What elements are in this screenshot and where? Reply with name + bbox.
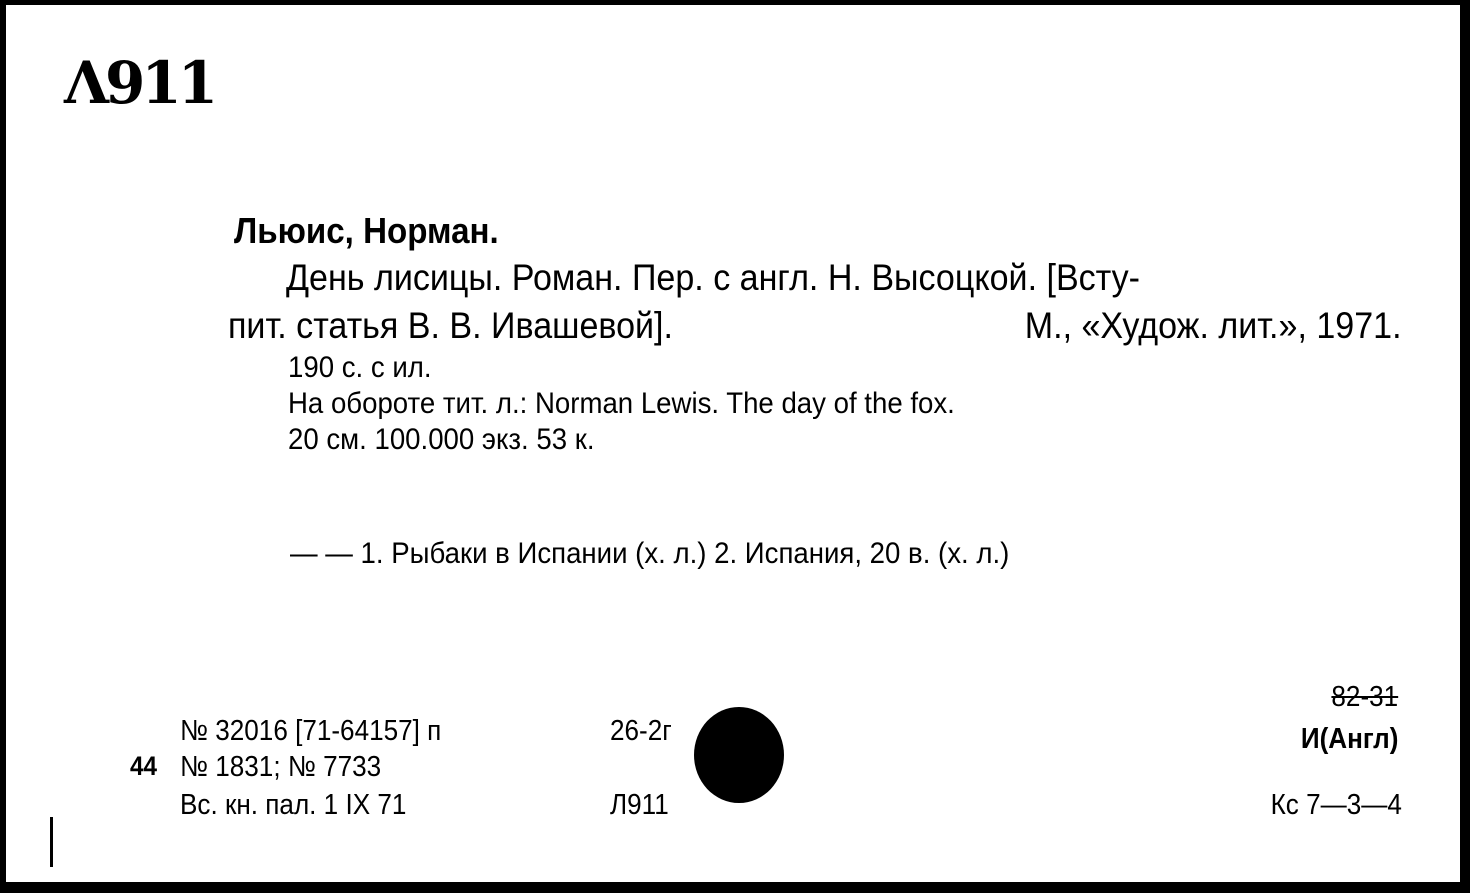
footer-record-number: № 32016 [71-64157] п [180, 715, 442, 747]
footer-chamber-date: Вс. кн. пал. 1 IX 71 [180, 789, 407, 821]
verso-note: На обороте тит. л.: Norman Lewis. The day of the fox. [288, 387, 955, 420]
footer-cipher: Кс 7—3—4 [1270, 789, 1402, 821]
title-line-2: пит. статья В. В. Ивашевой]. [228, 305, 673, 346]
footer-center-code: 26-2г [610, 715, 672, 747]
footer-struck-code: 82-31 [1331, 681, 1398, 713]
format-info: 20 см. 100.000 экз. 53 к. [288, 423, 595, 456]
publication-info: М., «Худож. лит.», 1971. [1025, 305, 1402, 346]
subject-headings: — — 1. Рыбаки в Испании (х. л.) 2. Испания, 20 в. (х. л.) [290, 537, 1010, 570]
catalog-card [4, 3, 1462, 884]
margin-mark [50, 817, 53, 867]
footer-call-number: Л911 [610, 789, 669, 821]
author-heading: Льюис, Норман. [234, 210, 499, 251]
footer-numbers: № 1831; № 7733 [180, 751, 382, 783]
title-line-1: День лисицы. Роман. Пер. с англ. Н. Высоцкой. [Всту- [286, 257, 1141, 298]
footer-number-prefix: 44 [130, 751, 158, 781]
handwritten-call-mark: Λ911 [64, 49, 215, 117]
punch-hole [694, 707, 784, 803]
footer-classification: И(Англ) [1300, 723, 1398, 755]
pages-info: 190 с. с ил. [288, 351, 432, 384]
